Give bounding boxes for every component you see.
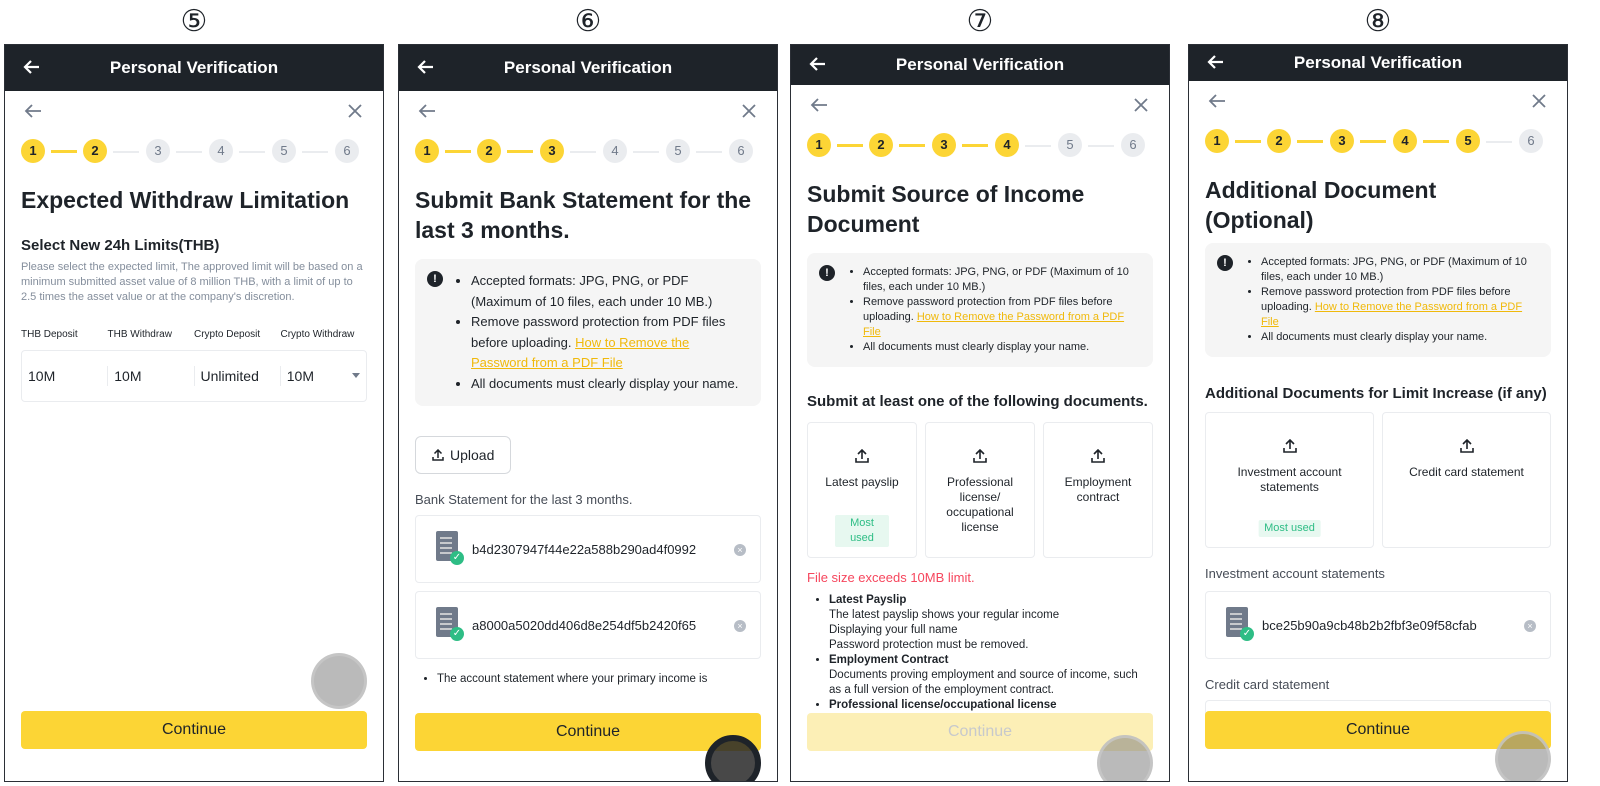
info-password: • Remove password protection from PDF files before uploading. How to Remove the Password from a PDF File [1261, 285, 1539, 330]
step-4: 4 [1393, 129, 1417, 153]
step-connector [570, 151, 596, 153]
info-password: • Remove password protection from PDF files before uploading. How to Remove the Password from a PDF File [863, 295, 1141, 340]
step-connector [1423, 140, 1449, 143]
document-icon: ✓ [1222, 607, 1256, 643]
top-bar-title: Personal Verification [1293, 53, 1463, 72]
step-connector [1235, 140, 1261, 143]
doc-card-latest-payslip[interactable]: Latest payslip Most used [807, 422, 917, 558]
info-box [807, 253, 1153, 367]
progress-stepper [807, 131, 1153, 161]
uploaded-file[interactable] [415, 515, 761, 583]
document-icon: ✓ [432, 607, 466, 643]
step-6: 6 [335, 139, 359, 163]
req-title: Professional license/occupational license [829, 699, 1057, 711]
top-bar [1189, 45, 1567, 81]
col-thb-deposit: THB Deposit [21, 329, 78, 340]
step-3: 3 [540, 139, 564, 163]
top-bar-title: Personal Verification [109, 58, 279, 77]
how-to-remove-password-link[interactable]: How to Remove the Password from a PDF File [863, 311, 1125, 338]
back-arrow-icon[interactable] [21, 56, 43, 78]
doc-card-employment-contract[interactable]: Employment contract [1043, 422, 1153, 558]
step-connector [633, 151, 659, 153]
close-icon[interactable] [1527, 89, 1551, 113]
upload-icon [1283, 439, 1297, 453]
limits-header [21, 329, 367, 340]
top-bar-title: Personal Verification [503, 58, 673, 77]
instruction-heading: Submit at least one of the following documents. [807, 393, 1148, 410]
info-box [415, 259, 761, 406]
page-heading: Additional Document (Optional) [1205, 177, 1437, 233]
req-title: Employment Contract [829, 654, 949, 666]
top-bar-title: Personal Verification [895, 55, 1065, 74]
document-icon: ✓ [432, 531, 466, 567]
value-thb-deposit: 10M [28, 368, 56, 384]
step-5: 5 [272, 139, 296, 163]
step-5: 5 [666, 139, 690, 163]
most-used-badge: Most used [835, 515, 889, 547]
step-1: 1 [21, 139, 45, 163]
step-1: 1 [807, 133, 831, 157]
back-arrow-icon[interactable] [807, 93, 831, 117]
upload-icon [1460, 439, 1474, 453]
step-connector [1297, 140, 1323, 143]
requirements-list: • Latest Payslip The latest payslip shows your regular income Displaying your full name Password protection must be removed. • Employment Contract Documents proving employment and source of income, such as a full version of the employment contract. • Professional license/occupational license [807, 593, 1153, 713]
close-icon[interactable] [343, 99, 367, 123]
phone-screen-7 [790, 44, 1170, 782]
how-to-remove-password-link[interactable]: How to Remove the Password from a PDF File [471, 334, 690, 370]
upload-icon [432, 449, 444, 461]
step-connector [51, 150, 77, 153]
how-to-remove-password-link[interactable]: How to Remove the Password from a PDF File [1261, 301, 1523, 328]
step-connector [176, 151, 202, 153]
step-connector [962, 144, 988, 147]
top-bar [791, 45, 1169, 85]
step-1: 1 [415, 139, 439, 163]
doc-card-credit-card-statement[interactable]: Credit card statement [1382, 412, 1551, 548]
credit-card-label: Credit card statement [1205, 677, 1330, 692]
touch-indicator [1495, 731, 1551, 782]
alert-icon: ! [1217, 255, 1233, 271]
file-name: b4d2307947f44e22a588b290ad4f0992 [472, 541, 697, 557]
info-password: • Remove password protection from PDF files before uploading. How to Remove the Password from a PDF File [471, 312, 749, 374]
back-arrow-icon[interactable] [1205, 51, 1227, 73]
step-3: 3 [932, 133, 956, 157]
back-arrow-icon[interactable] [21, 99, 45, 123]
step-connector [1088, 145, 1114, 147]
remove-file-icon[interactable]: × [734, 620, 746, 632]
limits-description: Please select the expected limit, The approved limit will be based on a minimum submitted asset value of 8 million THB, with a limit of up to 2.5 times the asset value or at the company's discretion. [21, 261, 363, 303]
step-3: 3 [1330, 129, 1354, 153]
back-arrow-icon[interactable] [415, 56, 437, 78]
sub-nav [1189, 81, 1567, 121]
remove-file-icon[interactable]: × [1524, 620, 1536, 632]
remove-file-icon[interactable]: × [734, 544, 746, 556]
continue-button[interactable]: Continue [807, 713, 1153, 751]
progress-stepper [415, 137, 761, 167]
continue-button[interactable]: Continue [415, 713, 761, 751]
touch-indicator [311, 653, 367, 709]
info-formats: • Accepted formats: JPG, PNG, or PDF (Maximum of 10 files, each under 10 MB.) [1261, 255, 1539, 285]
req-title: Latest Payslip [829, 594, 907, 606]
alert-icon: ! [819, 265, 835, 281]
upload-button[interactable]: Upload [415, 436, 511, 474]
step-5: 5 [1456, 129, 1480, 153]
step-6: 6 [1519, 129, 1543, 153]
col-crypto-withdraw: Crypto Withdraw [280, 329, 355, 340]
upload-icon [973, 449, 987, 463]
step-connector [445, 150, 471, 153]
step-connector [1025, 145, 1051, 147]
step-2: 2 [1267, 129, 1291, 153]
close-icon[interactable] [737, 99, 761, 123]
progress-stepper [1205, 127, 1551, 157]
progress-stepper [21, 137, 367, 167]
step-2: 2 [869, 133, 893, 157]
value-crypto-withdraw: 10M [280, 366, 366, 386]
step-connector [113, 151, 139, 153]
step-2: 2 [83, 139, 107, 163]
info-name: • All documents must clearly display your name. [863, 340, 1141, 355]
step-connector [239, 151, 265, 153]
step-4: 4 [603, 139, 627, 163]
uploaded-file[interactable] [1205, 591, 1551, 659]
step-connector [696, 151, 722, 153]
page-heading: Expected Withdraw Limitation [21, 187, 350, 213]
value-thb-withdraw: 10M [107, 366, 193, 386]
dropdown-caret-icon[interactable] [352, 373, 360, 379]
bank-statement-label: Bank Statement for the last 3 months. [415, 492, 633, 507]
close-icon[interactable] [1129, 93, 1153, 117]
sub-nav [791, 85, 1169, 125]
step-1: 1 [1205, 129, 1229, 153]
touch-indicator [1097, 735, 1153, 782]
col-crypto-deposit: Crypto Deposit [194, 329, 261, 340]
phone-screen-8 [1188, 44, 1568, 782]
touch-indicator [705, 735, 761, 782]
phone-screen-5 [4, 44, 384, 782]
error-message: File size exceeds 10MB limit. [807, 570, 975, 585]
uploaded-file[interactable] [415, 591, 761, 659]
page-heading: Submit Source of Income Document [807, 181, 1085, 237]
continue-button[interactable]: Continue [21, 711, 367, 749]
step-6: 6 [1121, 133, 1145, 157]
upload-icon [855, 449, 869, 463]
step-5: 5 [1058, 133, 1082, 157]
phone-screen-6 [398, 44, 778, 782]
page-heading: Submit Bank Statement for the last 3 months. [415, 187, 752, 243]
info-formats: • Accepted formats: JPG, PNG, or PDF (Maximum of 10 files, each under 10 MB.) [471, 271, 749, 312]
step-connector [1360, 140, 1386, 143]
most-used-badge: Most used [1258, 520, 1321, 537]
step-connector [507, 150, 533, 153]
step-connector [899, 144, 925, 147]
doc-card-professional-license[interactable]: Professional license/ occupational license [925, 422, 1035, 558]
upload-icon [1091, 449, 1105, 463]
step-3: 3 [146, 139, 170, 163]
step-4: 4 [995, 133, 1019, 157]
info-box [1205, 243, 1551, 357]
section-heading: Additional Documents for Limit Increase (if any) [1205, 385, 1547, 402]
value-crypto-deposit: Unlimited [194, 366, 280, 386]
back-arrow-icon[interactable] [1205, 89, 1229, 113]
top-bar [399, 45, 777, 91]
step-connector [837, 144, 863, 147]
top-bar [5, 45, 383, 91]
investment-label: Investment account statements [1205, 566, 1385, 581]
panel-number-7: ⑦ [966, 4, 994, 39]
sub-nav [399, 91, 777, 131]
continue-button[interactable]: Continue [1205, 711, 1551, 749]
account-statement-note: • The account statement where your primary income is [437, 673, 761, 685]
info-name: • All documents must clearly display your name. [471, 374, 749, 395]
back-arrow-icon[interactable] [415, 99, 439, 123]
panel-number-6: ⑥ [574, 4, 602, 39]
col-thb-withdraw: THB Withdraw [107, 329, 172, 340]
step-6: 6 [729, 139, 753, 163]
step-4: 4 [209, 139, 233, 163]
panel-number-8: ⑧ [1364, 4, 1392, 39]
step-connector [302, 151, 328, 153]
file-name: bce25b90a9cb48b2b2fbf3e09f58cfab [1262, 617, 1477, 633]
panel-number-5: ⑤ [180, 4, 208, 39]
doc-card-investment-statements[interactable]: Investment account statements Most used [1205, 412, 1374, 548]
limits-subheading: Select New 24h Limits(THB) [21, 237, 220, 254]
info-formats: • Accepted formats: JPG, PNG, or PDF (Maximum of 10 files, each under 10 MB.) [863, 265, 1141, 295]
limits-select[interactable] [21, 350, 367, 402]
sub-nav [5, 91, 383, 131]
file-name: a8000a5020dd406d8e254df5b2420f65 [472, 617, 697, 633]
alert-icon: ! [427, 271, 443, 287]
step-connector [1486, 141, 1512, 143]
info-name: • All documents must clearly display your name. [1261, 330, 1539, 345]
back-arrow-icon[interactable] [807, 53, 829, 75]
step-2: 2 [477, 139, 501, 163]
